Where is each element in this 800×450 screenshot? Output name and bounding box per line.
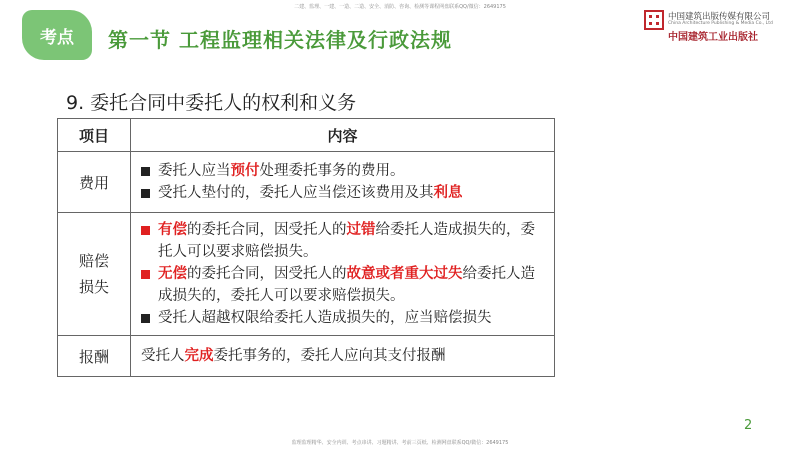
text: 委托事务的，委托人应向其支付报酬 <box>213 348 446 364</box>
publisher-name: 中国建筑出版传媒有限公司 <box>668 12 771 22</box>
row-category-fee: 费用 <box>58 152 131 213</box>
category-line: 损失 <box>78 278 109 296</box>
text: 委托人应当 <box>158 163 231 179</box>
highlight-text: 利息 <box>433 185 463 201</box>
row-content-remuneration <box>131 336 555 377</box>
highlight-text: 故意或者重大过失 <box>346 266 463 282</box>
bullet-square-icon <box>141 167 150 176</box>
text: 给委托人造成损失的，委托人可以要求赔偿损失。 <box>158 266 535 304</box>
chapter-title: 第一节 工程监理相关法律及行政法规 <box>108 28 452 52</box>
section-title: 9. 委托合同中委托人的权利和义务 <box>66 92 357 114</box>
topic-badge <box>22 10 92 60</box>
list-item <box>141 182 546 204</box>
text: 受托人 <box>141 348 185 364</box>
column-header-content: 内容 <box>131 119 555 152</box>
table-header-row <box>58 119 555 152</box>
list-item <box>141 219 546 263</box>
highlight-text: 无偿 <box>158 266 187 282</box>
highlight-text: 过错 <box>346 222 376 238</box>
publisher-logo-icon <box>644 10 664 30</box>
publisher-name-en: China Architecture Publishing & Media Co., Ltd <box>668 21 773 26</box>
page-number: 2 <box>744 418 753 433</box>
text: 的委托合同，因受托人的 <box>187 266 347 282</box>
column-header-item: 项目 <box>58 119 131 152</box>
row-content-fee <box>131 152 555 213</box>
table-row-remuneration <box>58 336 555 377</box>
table-row-compensation <box>58 213 555 336</box>
bottom-watermark: 监理监理精华、安全内训、考点串讲、习题精讲、考前三页纸、检测网盘联系QQ/微信：2649175 <box>291 440 509 446</box>
list-item <box>141 263 546 307</box>
text: 的委托合同，因受托人的 <box>187 222 347 238</box>
row-content-compensation <box>131 213 555 336</box>
highlight-text: 预付 <box>230 163 260 179</box>
bullet-square-icon <box>141 226 150 235</box>
table-row-fee <box>58 152 555 213</box>
list-item <box>141 307 546 329</box>
bullet-square-icon <box>141 314 150 323</box>
topic-badge-text: 考点 <box>40 28 74 48</box>
bullet-square-icon <box>141 189 150 198</box>
bullet-square-icon <box>141 270 150 279</box>
publisher-calligraphy: 中国建筑工业出版社 <box>668 32 758 43</box>
text: 处理委托事务的费用。 <box>259 163 405 179</box>
rights-obligations-table <box>57 118 555 377</box>
text: 受托人超越权限给委托人造成损失的，应当赔偿损失 <box>158 310 492 326</box>
category-line: 赔偿 <box>78 252 109 270</box>
top-watermark: 二建、监理、一建、一造、二造、安全、消防、咨询、检测等课程网盘联系QQ/微信：2649175 <box>294 4 506 10</box>
text: 受托人垫付的，委托人应当偿还该费用及其 <box>158 185 434 201</box>
highlight-text: 有偿 <box>158 222 187 238</box>
text: 给委托人造成损失的，委托人可以要求赔偿损失。 <box>158 222 535 260</box>
row-category-remuneration: 报酬 <box>58 336 131 377</box>
row-category-compensation <box>58 213 131 336</box>
highlight-text: 完成 <box>184 348 214 364</box>
list-item <box>141 160 546 182</box>
